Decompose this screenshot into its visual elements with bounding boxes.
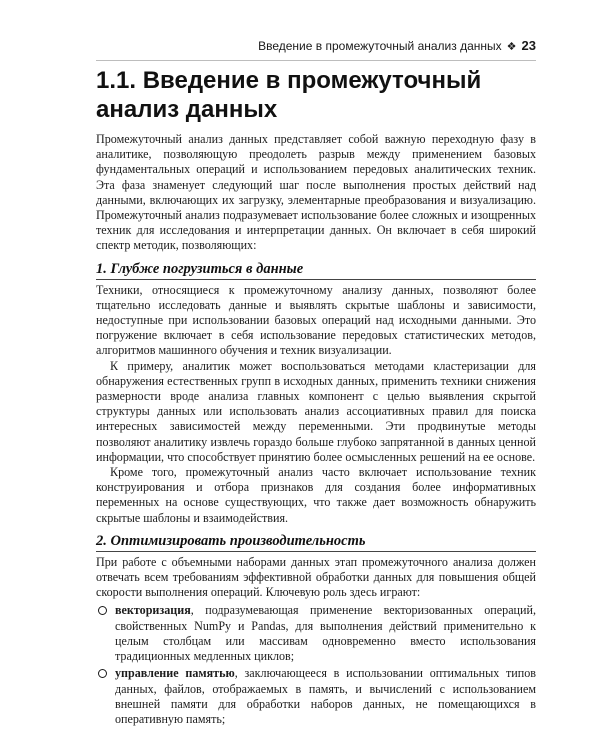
paragraph: Кроме того, промежуточный анализ часто включает использование техник конструирования и отбора признаков для создания более информативных переменных на основе существующих, что также дает возможность обнаружить скрытые шаблоны и взаимодействия.	[96, 465, 536, 525]
paragraph: Техники, относящиеся к промежуточному анализу данных, позволяют более тщательно исследовать данные и выявлять скрытые шаблоны и зависимости, недоступные при использовании базовых операций над исходными данными. Это погружение включает в себя использование передовых статистических методов, алгоритмов машинного обучения и техник визуализации.	[96, 282, 536, 358]
running-header	[96, 38, 536, 61]
bullet-list	[96, 603, 536, 727]
list-item	[96, 666, 536, 727]
diamond-bullet-icon: ❖	[506, 41, 517, 53]
page-body	[96, 132, 536, 729]
running-title: Введение в промежуточный анализ данных	[258, 39, 502, 53]
paragraph: При работе с объемными наборами данных этап промежуточного анализа должен отвечать всем требованиям эффективной обработки данных для повышения общей скорости выполнения операций. Ключевую роль здесь играют:	[96, 554, 536, 600]
circle-bullet-icon	[98, 669, 107, 678]
page-number: 23	[521, 38, 536, 53]
section-title: 1.1. Введение в промежуточный анализ данных	[96, 67, 482, 123]
list-item	[96, 603, 536, 664]
bullet-text: , заключающееся в использовании оптимальных типов данных, файлов, отображаемых в память, и вычислений с использованием внешней памяти для обработки наборов данных, не помещающихся в оперативную память;	[115, 666, 536, 726]
subsection-title-2: 2. Оптимизировать производительность	[96, 532, 536, 552]
subsection-title-1: 1. Глубже погрузиться в данные	[96, 260, 536, 280]
bullet-term: векторизация	[115, 603, 191, 618]
bullet-text: , подразумевающая применение векторизованных операций, свойственных NumPy и Pandas, для выполнения действий применительно к целым столбцам или массивам одновременно вместо использования традиционных медленных циклов;	[115, 603, 536, 664]
bullet-term: управление памятью	[115, 666, 235, 681]
intro-paragraph: Промежуточный анализ данных представляет собой важную переходную фазу в аналитике, позволяющую преодолеть разрыв между применением базовых фундаментальных операций и использованием передовых аналитических техник. Эта фаза знаменует следующий шаг после выполнения простых действий над данными, включающих их загрузку, элементарные преобразования и визуализацию. Промежуточный анализ подразумевает использование более сложных и изощренных техник для исследования и интерпретации данных. Он включает в себя широкий спектр методик, позволяющих:	[96, 132, 536, 253]
circle-bullet-icon	[98, 606, 107, 615]
paragraph: К примеру, аналитик может воспользоваться методами кластеризации для обнаружения естественных групп в исходных данных, применить техники снижения размерности вроде анализа главных компонент с целью выявления скрытой структуры данных или использовать анализ ассоциативных правил для поиска интересных зависимостей между переменными. Эти продвинутые методы позволяют аналитику извлечь гораздо больше глубоко запрятанной в данных ценной информации, что способствует принятию более осмысленных решений на ее основе.	[96, 358, 536, 464]
